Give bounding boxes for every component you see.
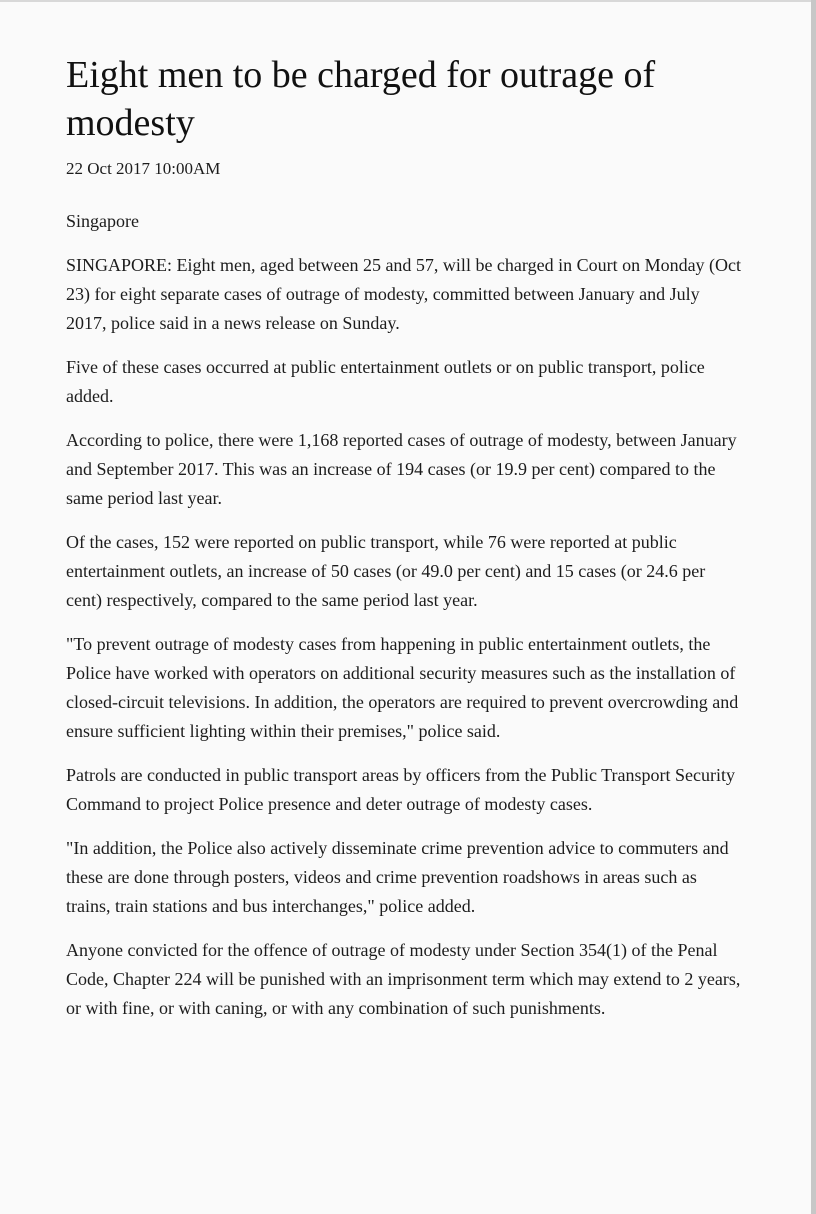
article-paragraph: SINGAPORE: Eight men, aged between 25 and 57, will be charged in Court on Monday (Oct 23) for eight separate cases of outrage of modesty, committed between January and July 2017, police said in a news release on Sunday. (66, 254, 742, 333)
window-right-edge-strip (811, 0, 816, 1214)
article-paragraph: Anyone convicted for the offence of outrage of modesty under Section 354(1) of the Penal Code, Chapter 224 will be punished with an imprisonment term which may extend to 2 years, or with fine, or with caning, or with any combination of such punishments. (66, 939, 741, 1018)
article-title: Eight men to be charged for outrage of modesty (66, 54, 656, 144)
article-paragraph: Of the cases, 152 were reported on public transport, while 76 were reported at public entertainment outlets, an increase of 50 cases (or 49.0 per cent) and 15 cases (or 24.6 per cent) respectively, compared to the same period last year. (66, 531, 706, 610)
article-container (66, 0, 742, 1023)
article-paragraph: "In addition, the Police also actively disseminate crime prevention advice to commuters and these are done through posters, videos and crime prevention roadshows in areas such as trains, train stations and bus interchanges," police added. (66, 837, 729, 916)
page-top-border (0, 0, 816, 2)
article-dateline: Singapore (66, 210, 139, 231)
article-datetime: 22 Oct 2017 10:00AM (66, 158, 221, 178)
article-paragraph: Patrols are conducted in public transport areas by officers from the Public Transport Security Command to project Police presence and deter outrage of modesty cases. (66, 764, 736, 814)
article-paragraph: Five of these cases occurred at public entertainment outlets or on public transport, police added. (66, 356, 705, 406)
article-paragraph: According to police, there were 1,168 reported cases of outrage of modesty, between January and September 2017. This was an increase of 194 cases (or 19.9 per cent) compared to the same period last year. (66, 429, 737, 508)
article-paragraph: "To prevent outrage of modesty cases from happening in public entertainment outlets, the Police have worked with operators on additional security measures such as the installation of closed-circuit televisions. In addition, the operators are required to prevent overcrowding and ensure sufficient lighting within their premises," police said. (66, 633, 739, 741)
